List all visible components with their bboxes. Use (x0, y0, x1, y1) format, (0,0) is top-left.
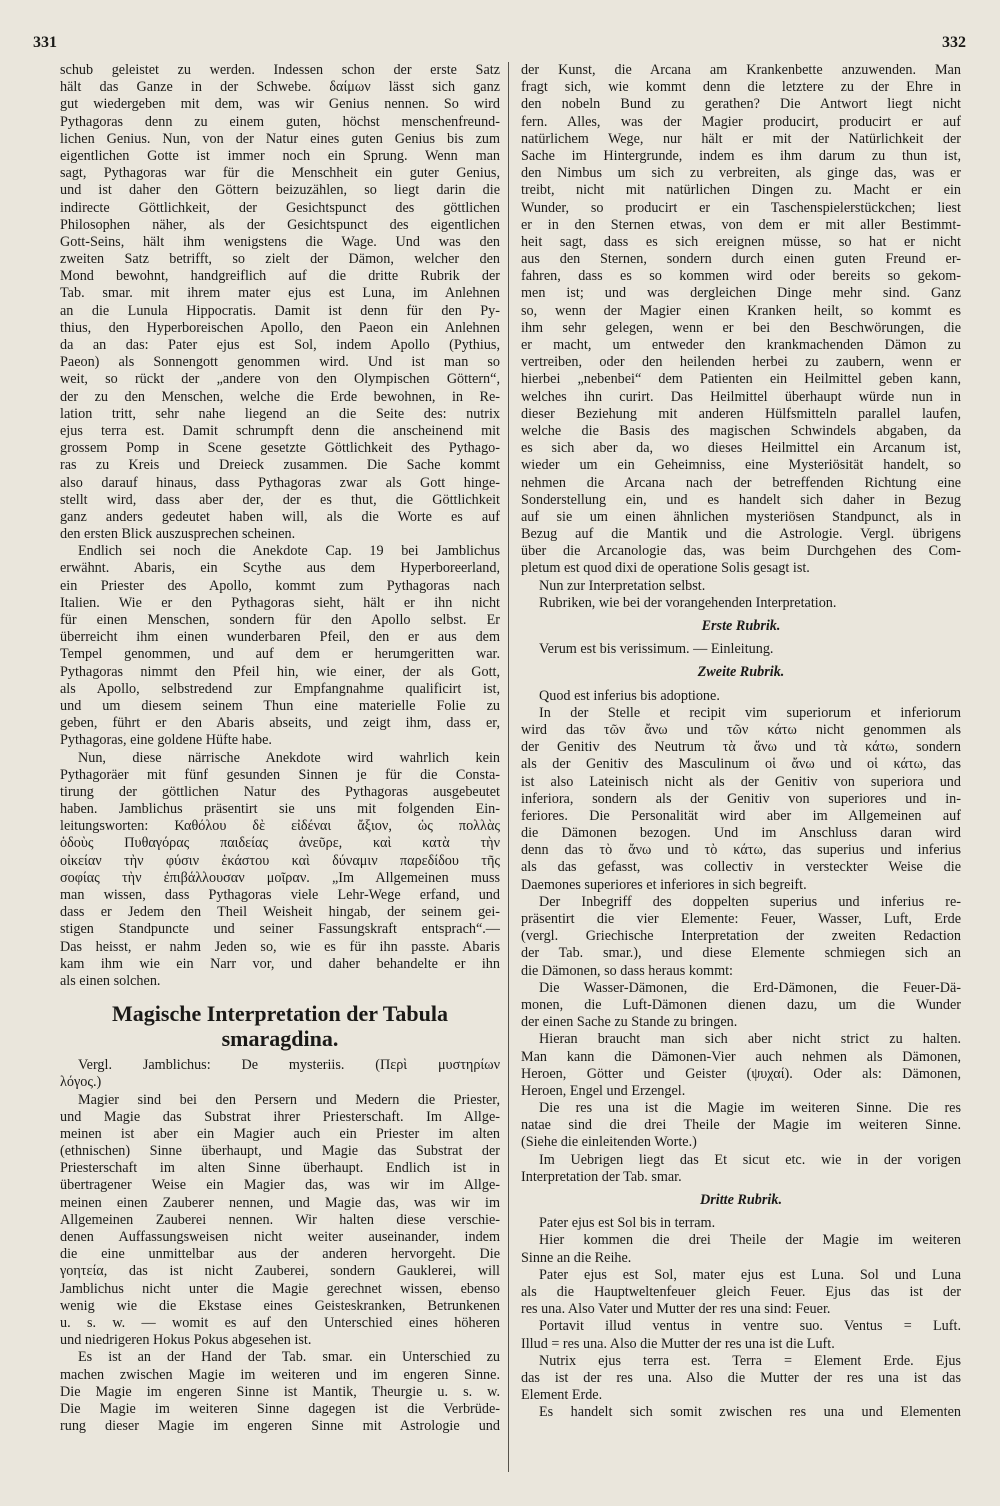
paragraph (521, 1318, 961, 1352)
text-line: geben, führt er den Abaris abseits, und zeigt ihm, dass er, (60, 715, 500, 732)
section-heading-line: smaragdina. (221, 1026, 339, 1052)
text-line: u. s. w. — womit es auf den Unterschied eines höheren (60, 1314, 500, 1331)
paragraph (521, 641, 961, 658)
text-line: Wunder, so producirt er ein Taschenspielerstückchen; liest (521, 199, 961, 216)
text-line: hierbei „nebenbei“ dem Patienten ein Heilmittel geben kann, (521, 371, 961, 388)
text-line: stellt wird, dass aber der, der es thut, die Göttlichkeit (60, 491, 500, 508)
text-line: natürlichem Wege, nur hält er mit der Natürlichkeit der (521, 130, 961, 147)
text-line: Das heisst, er nahm Jeden so, wie es für ihn passte. Abaris (60, 938, 500, 955)
text-line: der einen Sache zu Stande zu bringen. (521, 1014, 738, 1031)
text-line: man wissen, dass Pythagoras viele Lehr-Wege erfand, und (60, 887, 500, 903)
text-line: kam ihm wie ein Narr vor, und daher behandelte er ihn (60, 955, 500, 972)
text-line: Pythagoräer mit fünf gesunden Sinnen je für die Consta- (60, 766, 500, 783)
text-line: es sich aber da, wo dieses Heilmittel ein Arcanum ist, (521, 440, 961, 457)
text-line: Quod est inferius bis adoptione. (539, 687, 720, 704)
text-line: Der Inbegriff des doppelten superius und inferius re- (539, 893, 961, 910)
text-line: und um diesem seinem Thun eine materielle Folie zu (60, 697, 500, 714)
text-line: den nobeln Bund zu gerathen? Die Antwort liegt nicht (521, 96, 961, 113)
text-line: die Dämonen bezogen. Und im Anschluss daran wird (521, 825, 961, 842)
text-line: Pythagoras denn zu einem guten, höchst menschenfreund- (60, 113, 500, 130)
text-line: sagt, Pythagoras war für die Menschheit ein guter Genius, (60, 165, 500, 182)
text-line: welche die Basis des magischen Schwindels abgaben, da (521, 422, 961, 439)
text-line: an die Lunula Hippocratis. Damit ist denn für den Py- (60, 302, 500, 319)
text-line: der Kunst, die Arcana am Krankenbette anzuwenden. Man (521, 62, 961, 78)
paragraph (521, 688, 961, 705)
text-line: der Genitiv des Neutrum τὰ ἄνω und τὰ κάτω, sondern (521, 739, 961, 756)
text-line: gut wiedergeben mit dem, was wir Genius nennen. So wird (60, 96, 500, 113)
text-line: über die Arcanologie das, was beim Durchgehen des Com- (521, 543, 961, 560)
text-line: monen, die Luft-Dämonen dienen dazu, um die Wunder (521, 996, 961, 1013)
text-line: Jamblichus nicht unter die Magie gerechnet wissen, ebenso (60, 1280, 500, 1297)
text-line: οἰκείαν τὴν φύσιν ἑκάστου καὶ δύναμιν παρεδίδου τῆς (60, 852, 500, 869)
text-line: den ersten Blick auszusprechen scheinen. (60, 526, 296, 543)
text-line: wenig wie die Ekstase eines Geisteskranken, Betrunkenen (60, 1297, 500, 1314)
text-line: Verum est bis verissimum. — Einleitung. (539, 641, 774, 658)
paragraph (60, 62, 500, 543)
text-line: res una. Also Vater und Mutter der res una sind: Feuer. (521, 1301, 831, 1318)
text-line: überreicht ihm einen wunderbaren Pfeil, den er aus dem (60, 629, 500, 646)
text-line: machen zwischen Magie im weiteren und im engeren Sinne. (60, 1366, 500, 1383)
text-line: indirecte Göttlichkeit, der Gesichtspunct des göttlichen (60, 199, 500, 216)
text-line: Bezug auf die Mantik und die Astrologie. Vergl. übrigens (521, 526, 961, 543)
text-line: In der Stelle et recipit vim superiorum et inferiorum (539, 704, 961, 721)
right-column (521, 62, 961, 1421)
text-line: meinen einen Zauberer nennen, und Magie das, was wir im (60, 1194, 500, 1211)
paragraph (521, 1353, 961, 1405)
text-line: Tempel genommen, und auf dem er herumgeritten war. (60, 646, 500, 663)
paragraph (521, 1215, 961, 1232)
text-line: der Tab. smar.), und diese Elemente schmiegen sich an (521, 945, 961, 962)
text-line: Gott-Seins, hält ihm wenigstens die Wage. Und was den (60, 233, 500, 250)
text-line: rung dieser Magie im engeren Sinne mit Astrologie und (60, 1418, 500, 1435)
text-line: präsentirt die vier Elemente: Feuer, Wasser, Luft, Erde (521, 911, 961, 927)
text-line: σοφίας τὴν ἐπιβάλλουσαν μοῖραν. „Im Allgemeinen muss (60, 869, 500, 886)
text-line: dieser Beziehung mit anderen Hülfsmitteln parallel laufen, (521, 405, 961, 422)
text-line: men ist; und was dergleichen Dinge mehr sind. Ganz (521, 285, 961, 302)
text-line: fern. Alles, was der Magier producirt, producirt er auf (521, 113, 961, 130)
paragraph (521, 1404, 961, 1421)
text-line: ganz anders gedeutet haben will, als die Worte es auf (60, 508, 500, 525)
text-line: und Magie das Substrat ihrer Priesterschaft. Im Allge- (60, 1108, 500, 1125)
text-line: Philosophen näher, als der Gesichtspunct des eigentlichen (60, 216, 500, 233)
text-line: ihm sehr gelegen, wenn er bei den Beschwörungen, die (521, 319, 961, 336)
rubric-heading: Dritte Rubrik. (700, 1192, 782, 1208)
text-line: lichen Genius. Nun, von der Natur eines guten Genius bis zum (60, 130, 500, 147)
text-line: denen Auffassungsweisen nicht weiter auseinander, indem (60, 1229, 500, 1245)
text-line: Magier sind bei den Persern und Medern die Priester, (78, 1091, 500, 1108)
text-line: Die res una ist die Magie im weiteren Sinne. Die res (539, 1100, 961, 1117)
text-line: dass er Jedem den Theil Weisheit hingab, der seinem gei- (60, 904, 500, 921)
text-line: Paeon) als Sonnengott genommen wird. Und ist man so (60, 354, 500, 371)
text-line: stigen Standpuncte und seiner Fassungskraft entsprach“.— (60, 921, 500, 938)
paragraph (521, 595, 961, 612)
text-line: fahren, dass es so kommen wird oder bereits so gekom- (521, 268, 961, 285)
text-line: und ist daher den Göttern beizuzählen, so liegt darin die (60, 182, 500, 199)
text-line: vertreiben, oder den heilenden herbei zu zaubern, wenn er (521, 354, 961, 371)
paragraph (60, 1092, 500, 1350)
text-line: Heroen, Götter und Geister (ψυχαί). Oder als: Dämonen, (521, 1065, 961, 1082)
text-line: denn das τὸ ἄνω und τὸ κάτω, das superius und inferius (521, 842, 961, 859)
text-line: Die Magie im weiteren Sinne dagegen ist die Verbrüde- (60, 1400, 500, 1417)
text-line: ras zu Kreis und Dreieck zusammen. Die Sache kommt (60, 457, 500, 474)
paragraph (60, 1349, 500, 1435)
text-line: tirung der göttlichen Natur des Pythagoras ausgebeutet (60, 783, 500, 800)
text-line: da an das: Pater ejus est Sol, indem Apollo (Pythius, (60, 337, 500, 353)
text-line: auf sie um einen ähnlichen mysteriösen Standpunct, als in (521, 508, 961, 525)
text-line: Pythagoras nimmt den Pfeil hin, wie einer, der als Gott, (60, 663, 500, 680)
paragraph (521, 1152, 961, 1186)
text-line: schub geleistet zu werden. Indessen schon der erste Satz (60, 62, 500, 78)
text-line: ὁδοὺς Πυθαγόρας παιδείας ἀνεῦρε, καὶ κατὰ τὴν (60, 835, 500, 852)
text-line: pletum est quod dixi de operatione Solis gesagt ist. (521, 560, 810, 577)
text-line: thius, den Hyperboreischen Apollo, den Paeon ein Anlehnen (60, 319, 500, 336)
text-line: die eine unmittelbar aus der anderen hervorgeht. Die (60, 1246, 500, 1263)
paragraph (60, 543, 500, 749)
text-line: (Siehe die einleitenden Worte.) (521, 1134, 697, 1151)
text-line: als einen solchen. (60, 972, 161, 989)
text-line: Hieran braucht man sich aber nicht strict zu halten. (539, 1031, 961, 1048)
text-line: lation tritt, sehr nahe liegend an die Seite des: nutrix (60, 405, 500, 422)
text-line: ist also Lateinisch nicht als der Genitiv von superiora und (521, 773, 961, 790)
paragraph (521, 1031, 961, 1100)
text-line: feriores. Die Personalität wird aber im Allgemeinen auf (521, 807, 961, 824)
text-line: Nun, diese närrische Anekdote wird wahrlich kein (78, 749, 500, 766)
text-line: wieder um ein Geheimniss, eine Mysteriösität handelt, so (521, 457, 961, 474)
text-line: so, wenn der Magier einen Kranken heilt, so kommt es (521, 302, 961, 319)
text-line: der zu den Menschen, welche die Erde bewohnen, in Re- (60, 388, 500, 405)
text-line: Tab. smar. mit ihrem mater ejus est Luna, im Anlehnen (60, 285, 500, 302)
text-line: Nutrix ejus terra est. Terra = Element Erde. Ejus (539, 1352, 961, 1369)
text-line: als der Genitiv des Masculinum οἱ ἄνω und οἱ κάτω, das (521, 756, 961, 773)
section-heading (60, 1001, 500, 1051)
text-line: leitungsworten: Καθόλου δὲ εἰδέναι ἄξιον, ὡς πολλὰς (60, 818, 500, 835)
text-line: den Nimbus um sich zu verbreiten, als ginge das, was er (521, 165, 961, 182)
text-line: (ethnischen) Sinne überhaupt, und Magie das Substrat der (60, 1143, 500, 1160)
text-line: Portavit illud ventus in ventre suo. Ventus = Luft. (539, 1318, 961, 1335)
text-line: er macht, um entweder den krankmachenden Dämon zu (521, 337, 961, 353)
text-line: (vergl. Griechische Interpretation der zweiten Redaction (521, 928, 961, 945)
paragraph (521, 578, 961, 595)
text-line: ein Priester des Apollo, kommt zum Pythagoras nach (60, 577, 500, 594)
text-line: Nun zur Interpretation selbst. (539, 577, 706, 594)
text-line: Pater ejus est Sol, mater ejus est Luna. Sol und Luna (539, 1266, 961, 1283)
text-line: als Apollo, selbstredend zur Empfangnahme qualificirt ist, (60, 680, 500, 697)
paragraph (521, 705, 961, 894)
text-line: erwähnt. Abaris, ein Scythe aus dem Hyperboreerland, (60, 560, 500, 577)
text-line: eigentlichen Gotte ist immer noch ein Sprung. Wenn man (60, 147, 500, 164)
text-line: treibt, nicht mit natürlichen Dingen zu. Macht er ein (521, 182, 961, 199)
text-line: übertragener Weise ein Magier das, was wir im Allge- (60, 1177, 500, 1194)
section-heading-line: Magische Interpretation der Tabula (112, 1001, 448, 1027)
text-line: und niedrigeren Hokus Pokus abgesehen ist. (60, 1332, 312, 1349)
paragraph (521, 1100, 961, 1152)
text-line: inferiora, sondern als der Genitiv von superiores und in- (521, 790, 961, 807)
paragraph (521, 1267, 961, 1319)
rubric-heading: Erste Rubrik. (701, 618, 781, 634)
text-line: Allgemeinen Zauberei nennen. Wir halten diese verschie- (60, 1211, 500, 1228)
text-line: Element Erde. (521, 1387, 603, 1404)
text-line: Vergl. Jamblichus: De mysteriis. (Περὶ μυστηρίων (78, 1057, 500, 1074)
text-line: weit, so rückt der „andere von den Olympischen Göttern“, (60, 371, 500, 388)
paragraph (521, 62, 961, 578)
text-line: als die Hauptweltenfeuer gleich Feuer. Ejus das ist der (521, 1283, 961, 1300)
text-line: Heroen, Engel und Erzengel. (521, 1082, 686, 1099)
text-line: hält das Ganze in der Schwebe. δαίμων lässt sich ganz (60, 79, 500, 96)
paragraph (521, 894, 961, 980)
left-page-number: 331 (33, 34, 57, 51)
text-line: für einen Menschen, sondern für den Apollo selbst. Er (60, 612, 500, 628)
paragraph (521, 980, 961, 1032)
right-page-number: 332 (942, 34, 966, 51)
text-line: wird das τῶν ἄνω und τῶν κάτω nicht genommen als (521, 721, 961, 738)
column-divider (508, 62, 509, 1472)
text-line: Sinne an die Reihe. (521, 1249, 632, 1266)
text-line: Italien. Wie er den Pythagoras sieht, hält er ihn nicht (60, 594, 500, 611)
text-line: Sonderstellung ein, und es handelt sich daher in Bezug (521, 491, 961, 508)
text-line: Interpretation der Tab. smar. (521, 1168, 682, 1185)
text-line: Man kann die Dämonen-Vier auch nehmen als Dämonen, (521, 1048, 961, 1065)
text-line: Rubriken, wie bei der vorangehenden Interpretation. (539, 594, 837, 611)
text-line: welches ihn curirt. Das Heilmittel überhaupt würde nun in (521, 388, 961, 405)
text-line: Priesterschaft im alten Sinne überhaupt. Endlich ist in (60, 1160, 500, 1177)
text-line: heit sagt, dass es sich ereignen müsse, so hat er nicht (521, 233, 961, 250)
text-line: aus den Sternen, sondern durch einen guten Freund er- (521, 251, 961, 268)
left-column (60, 62, 500, 1435)
text-line: Pythagoras, eine goldene Hüfte habe. (60, 732, 272, 749)
text-line: Die Magie im engeren Sinne ist Mantik, Theurgie u. s. w. (60, 1383, 500, 1400)
text-line: Sache im Hintergrunde, indem es ihm darum zu thun ist, (521, 147, 961, 164)
text-line: also darauf hinaus, dass Pythagoras zwar als Gott hinge- (60, 474, 500, 491)
text-line: fragt sich, wie kommt denn die letztere zu der Ehre in (521, 79, 961, 96)
rubric-heading: Zweite Rubrik. (697, 664, 785, 681)
text-line: er in den Sternen etwas, von dem er mit aller Bestimmt- (521, 216, 961, 233)
text-line: zweiten Satz betrifft, so zielt der Dämon, welcher den (60, 251, 500, 268)
text-line: Daemones superiores et inferiores in sich begreift. (521, 876, 807, 893)
text-line: meinen ist aber ein Magier auch ein Priester im alten (60, 1125, 500, 1142)
paragraph (60, 1057, 500, 1091)
text-line: natae sind die drei Theile der Magie im weiteren Sinne. (521, 1117, 961, 1134)
text-line: ejus terra est. Damit schrumpft denn die anscheinend mit (60, 422, 500, 439)
text-line: Die Wasser-Dämonen, die Erd-Dämonen, die Feuer-Dä- (539, 979, 961, 996)
text-line: als das gefasst, was collectiv in versteckter Weise die (521, 859, 961, 876)
text-line: grossem Pomp in Scene gesetzte Göttlichkeit des Pythago- (60, 440, 500, 457)
text-line: Hier kommen die drei Theile der Magie im weiteren (539, 1232, 961, 1249)
text-line: Es ist an der Hand der Tab. smar. ein Unterschied zu (78, 1349, 500, 1366)
text-line: Illud = res una. Also die Mutter der res una ist die Luft. (521, 1335, 835, 1352)
text-line: Es handelt sich somit zwischen res una und Elementen (539, 1404, 961, 1421)
paragraph (60, 750, 500, 991)
spacer (60, 990, 500, 1001)
paragraph (521, 1232, 961, 1266)
text-line: Endlich sei noch die Anekdote Cap. 19 bei Jamblichus (78, 543, 500, 560)
text-line: haben. Jamblichus präsentirt sie uns mit folgenden Ein- (60, 801, 500, 818)
text-line: die Dämonen, so dass heraus kommt: (521, 962, 733, 979)
text-line: γοητεία, das ist nicht Zauberei, sondern Gauklerei, will (60, 1263, 500, 1280)
text-line: λόγος.) (60, 1074, 102, 1091)
text-line: das ist der res una. Also die Mutter der res una ist das (521, 1369, 961, 1386)
text-line: Pater ejus est Sol bis in terram. (539, 1215, 716, 1232)
text-line: Im Uebrigen liegt das Et sicut etc. wie in der vorigen (539, 1151, 961, 1168)
text-line: Mond bewohnt, handgreiflich auf die dritte Rubrik der (60, 268, 500, 285)
text-line: nehmen die Arcana nach der betreffenden Richtung eine (521, 474, 961, 491)
